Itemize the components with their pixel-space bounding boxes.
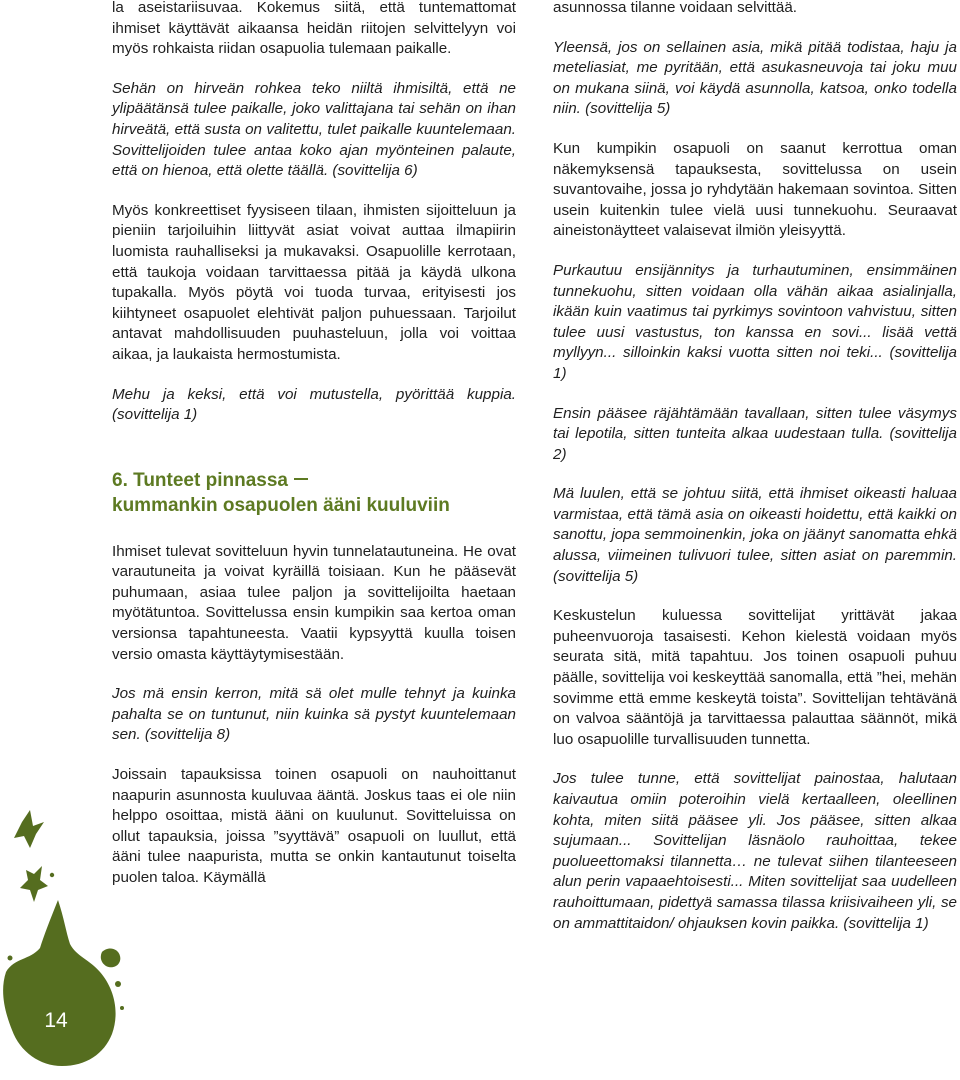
right-column — [553, 0, 957, 953]
right-quote-sovittelija-5a: Yleensä, jos on sellainen asia, mikä pitää todistaa, haju ja meteliasiat, me pyritään, että asukasneuvoja tai joku muu on mukana siinä, voi käydä asunnolla, katsoa, onko todella niin. (sovittelija 5) — [553, 38, 957, 118]
right-quote-sovittelija-5b: Mä luulen, että se johtuu siitä, että ihmiset oikeasti haluaa varmistaa, että tämä asia on oikeasti hoidettu, että kaikki on sanottu, jopa semmoinenkin, joka on jäänyt sanomatta ehkä alussa, viimeinen tulivuori tulee, sitten asiat on paremmin. (sovittelija 5) — [553, 485, 957, 585]
left-paragraph-recordings: Joissain tapauksissa toinen osapuoli on nauhoittanut naapurin asunnosta kuuluvaa ääntä. Joskus taas ei ole niin helppo osoittaa, mistä ääni on kuulunut. Sovitteluissa on ollut tapauksia, joissa ”syyttävä” osapuoli on luullut, että ääni tulee naapurista, mutta se onkin kantautunut toiselta puolen taloa. Käymällä — [112, 766, 516, 886]
left-column — [112, 0, 516, 908]
right-quote-sovittelija-1a: Purkautuu ensijännitys ja turhautuminen, ensimmäinen tunnekuohu, sitten voidaan olla vähän aikaa asialinjalla, ikään kuin vaatimus tai pyrkimys sovintoon vahvistuu, sitten tulee uusi vastustus, ton kanssa en sovi... lisää vettä myllyyn... silloinkin kaksi vuotta sitten noi teki... (sovittelija 1) — [553, 261, 957, 382]
left-paragraph-1: la aseistariisuvaa. Kokemus siitä, että tuntemattomat ihmiset käyttävät aikaansa heidän riitojen selvittelyyn voi myös rohkaista riidan osapuolia tulemaan paikalle. — [112, 0, 516, 58]
right-paragraph-calm-phase: Kun kumpikin osapuoli on saanut kerrottua oman näkemyksensä tapauksesta, sovittelussa on usein suvantovaihe, jossa jo ryhdytään hakemaan sovintoa. Sitten usein kuitenkin tulee vielä uusi tunnekuohu. Seuraavat aineistonäytteet valaisevat ilmiön yleisyyttä. — [553, 139, 957, 240]
right-quote-sovittelija-2: Ensin pääsee räjähtämään tavallaan, sitten tulee väsymys tai lepotila, sitten tunteita alkaa uudestaan tulla. (sovittelija 2) — [553, 404, 957, 463]
right-quote-sovittelija-1b: Jos tulee tunne, että sovittelijat painostaa, halutaan kaivautua omiin poteroihin vielä kertaalleen, oleellinen kohta, miten siitä pääsee yli. Jos pääsee, sitten alkaa sujumaan... Sovittelijan läsnäolo rauhoittaa, tekee puolueettomaksi tilannetta… ne tulevat siihen tilanteeseen alun perin vapaaehtoisesti... Miten sovittelijat saa uudelleen rauhoittumaan, pidettyä samassa tilassa kriisivaiheen yli, se on ammattitaidon/ ohjauksen kovin paikka. (sovittelija 1) — [553, 770, 957, 932]
section-heading-line-2: kummankin osapuolen ääni kuuluviin — [112, 494, 450, 516]
ink-splatter-decoration — [0, 0, 130, 1080]
section-heading — [112, 468, 516, 518]
heading-dash — [294, 478, 308, 480]
left-paragraph-physical-space: Myös konkreettiset fyysiseen tilaan, ihmisten sijoitteluun ja pieniin tarjoiluihin liittyvät asiat voivat auttaa ilmapiirin luomista rauhalliseksi ja mukavaksi. Osapuolille kerrotaan, että taukoja voidaan tarvittaessa pitää ja käydä ulkona tupakalla. Myös pöytä voi tuoda turvaa, erityisesti jos kiihtyneet osapuolet elehtivät paljon puhuessaan. Tarjoilut antavat mahdollisuuden puuhasteluun, jolla voi voittaa aikaa, ja laukaista hermostumista. — [112, 201, 516, 363]
left-quote-sovittelija-8: Jos mä ensin kerron, mitä sä olet mulle tehnyt ja kuinka pahalta se on tuntunut, niin kuinka sä pystyt kuuntelemaan sen. (sovittelija 8) — [112, 685, 516, 744]
page-number: 14 — [44, 1009, 68, 1032]
left-quote-sovittelija-1: Mehu ja keksi, että voi mutustella, pyörittää kuppia. (sovittelija 1) — [112, 385, 516, 424]
right-paragraph-turns: Keskustelun kuluessa sovittelijat yrittävät jakaa puheenvuoroja tasaisesti. Kehon kielestä voidaan myös seurata sitä, mitä tapahtuu. Jos toinen osapuoli puhuu päälle, sovittelija voi keskeyttää sanomalla, että ”hei, mehän sovimme että emme keskeytä toista”. Sovittelijan tehtävänä on valvoa sääntöjä ja tarvittaessa palauttaa säännöt, mikä luo osapuolille turvallisuuden tunnetta. — [553, 607, 957, 748]
right-paragraph-1: asunnossa tilanne voidaan selvittää. — [553, 0, 798, 16]
left-quote-sovittelija-6: Sehän on hirveän rohkea teko niiltä ihmisiltä, että ne ylipäätänsä tulee paikalle, joko valittajana tai sehän on ihan hirveätä, että susta on valitettu, tulet paikalle kuuntelemaan. Sovittelijoiden tulee antaa koko ajan myönteinen palaute, että on hienoa, että olette täällä. (sovittelija 6) — [112, 79, 516, 180]
left-paragraph-emotions: Ihmiset tulevat sovitteluun hyvin tunnelatautuneina. He ovat varautuneita ja voivat kyräillä toisiaan. Kun he pääsevät puhumaan, asiaa tulee paljon ja sovittelijoilta haetaan myötätuntoa. Sovittelussa ensin kumpikin saa kertoa oman versionsa tapahtuneesta. Vaatii kypsyyttä kuulla toisen versio omasta käyttäytymisestään. — [112, 542, 516, 663]
section-heading-line-1: 6. Tunteet pinnassa — [112, 469, 288, 491]
